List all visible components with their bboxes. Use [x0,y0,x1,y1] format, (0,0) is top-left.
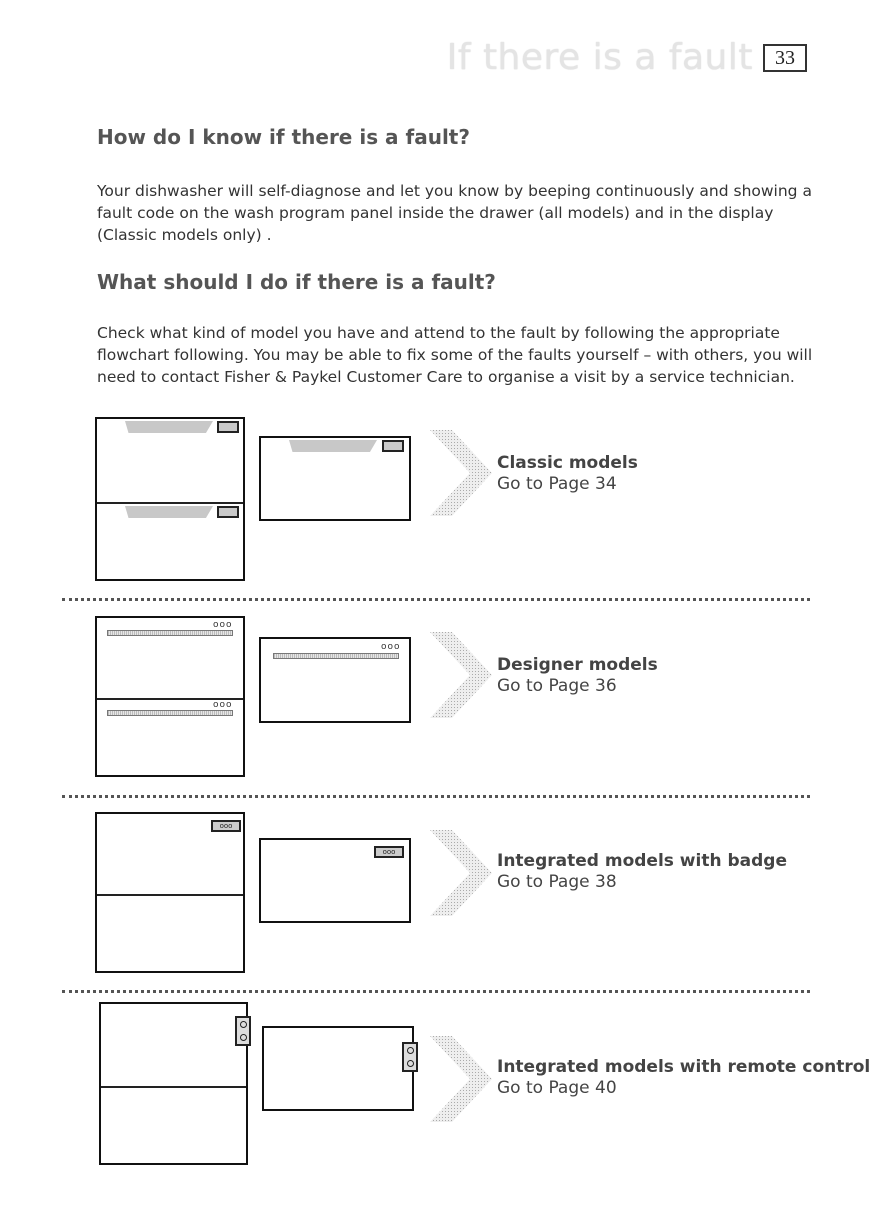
model-goto: Go to Page 34 [497,474,617,494]
drawer-handle-slot [107,710,233,716]
model-label-classic [497,453,638,495]
single-drawer-illustration [259,436,411,521]
section-heading-what-do: What should I do if there is a fault? [97,270,496,294]
model-goto: Go to Page 38 [497,872,617,892]
drawer-divider [97,894,243,896]
page-number: 33 [763,44,807,72]
indicator-dots: ooo [381,642,401,652]
double-drawer-illustration [99,1002,248,1165]
drawer-handle-slot [289,440,377,452]
double-drawer-illustration [95,417,245,581]
double-drawer-illustration [95,616,245,777]
model-label-integrated-badge [497,851,787,893]
badge: ooo [211,820,241,832]
model-name: Integrated models with remote control [497,1057,871,1077]
indicator-dots: ooo [213,700,233,710]
indicator-dots: ooo [213,620,233,630]
chevron-right-icon [430,430,492,516]
page-title: If there is a fault [446,37,753,78]
section-heading-how-know: How do I know if there is a fault? [97,125,470,149]
drawer-handle-slot [125,506,213,518]
badge: ooo [374,846,404,858]
row-separator [62,795,810,798]
model-name: Integrated models with badge [497,851,787,871]
drawer-divider [97,502,243,504]
chevron-right-icon [430,1036,492,1122]
row-separator [62,990,810,993]
display-panel [217,506,239,518]
remote-control [402,1042,418,1072]
section-body-what-do: Check what kind of model you have and attend to the fault by following the appropriate flowchart following. You may be able to fix some of the faults yourself – with others, you will need to contact Fisher & Paykel Customer Care to organise a visit by a service technician. [97,324,813,386]
remote-control [235,1016,251,1046]
model-label-integrated-remote [497,1057,870,1099]
single-drawer-illustration [259,637,411,723]
page-header [446,37,807,78]
drawer-handle-slot [125,421,213,433]
model-name: Classic models [497,453,638,473]
double-drawer-illustration [95,812,245,973]
model-name: Designer models [497,655,658,675]
model-goto: Go to Page 40 [497,1078,617,1098]
display-panel [217,421,239,433]
drawer-handle-slot [107,630,233,636]
model-label-designer [497,655,658,697]
model-goto: Go to Page 36 [497,676,617,696]
chevron-right-icon [430,830,492,916]
drawer-divider [101,1086,246,1088]
chevron-right-icon [430,632,492,718]
display-panel [382,440,404,452]
row-separator [62,598,810,601]
drawer-handle-slot [273,653,399,659]
section-body-how-know: Your dishwasher will self-diagnose and let you know by beeping continuously and showing a fault code on the wash program panel inside the drawer (all models) and in the display (Classic models only) . [97,182,812,244]
single-drawer-illustration [259,838,411,923]
single-drawer-illustration [262,1026,414,1111]
